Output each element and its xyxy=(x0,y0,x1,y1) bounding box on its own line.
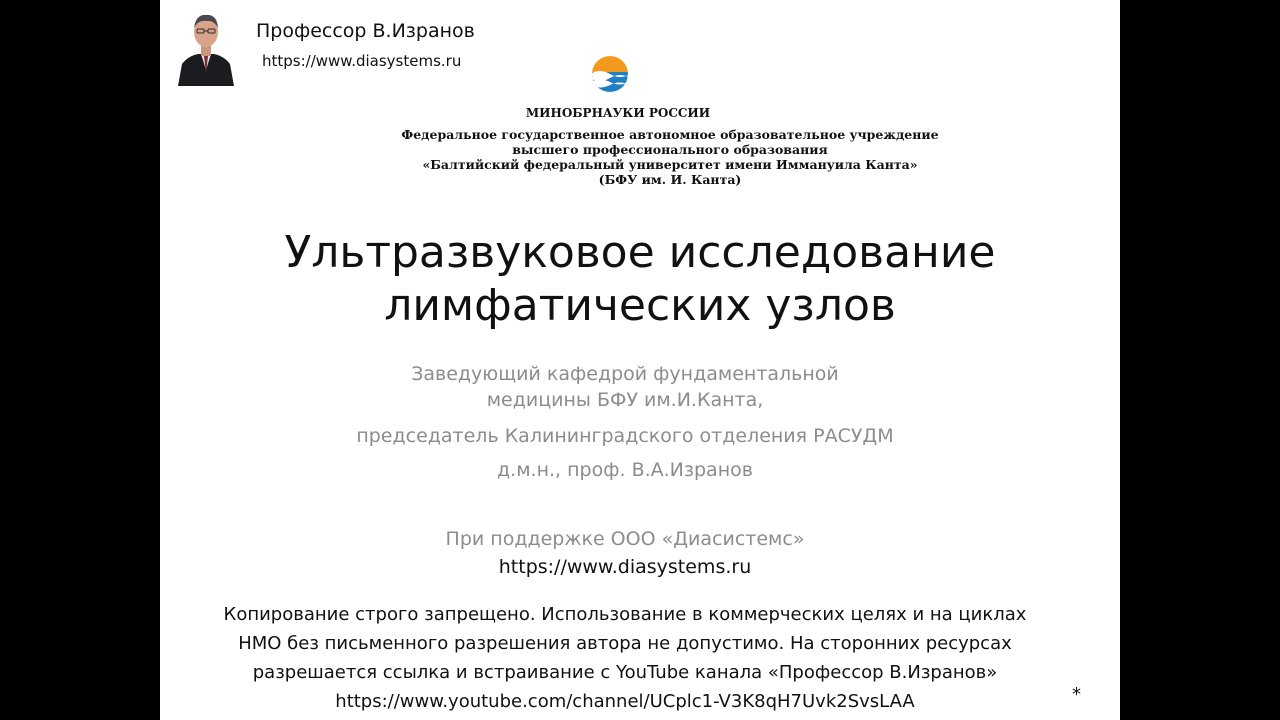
copyright-line: Копирование строго запрещено. Использование в коммерческих целях и на циклах xyxy=(223,604,1027,625)
support-text: При поддержке ООО «Диасистемс» xyxy=(445,528,805,550)
position-line: медицины БФУ им.И.Канта, xyxy=(486,389,764,411)
youtube-link[interactable]: https://www.youtube.com/channel/UCplc1-V3K8qH7Uvk2SvsLAA xyxy=(335,691,915,712)
author-position xyxy=(160,361,1090,413)
copyright-notice xyxy=(160,600,1090,716)
title-line: лимфатических узлов xyxy=(384,280,896,331)
institution-line: высшего профессионального образования xyxy=(512,142,828,157)
copyright-line: НМО без письменного разрешения автора не допустимо. На сторонних ресурсах xyxy=(238,633,1012,654)
footer-mark: * xyxy=(1072,684,1081,705)
author-website[interactable]: https://www.diasystems.ru xyxy=(262,52,462,70)
institution-line: Федеральное государственное автономное образовательное учреждение xyxy=(401,127,939,142)
author-name: Профессор В.Изранов xyxy=(256,20,475,42)
author-portrait xyxy=(174,8,238,86)
author-chair: председатель Калининградского отделения РАСУДМ xyxy=(356,425,894,447)
institution-block xyxy=(310,127,1030,187)
slide xyxy=(160,0,1120,720)
position-line: Заведующий кафедрой фундаментальной xyxy=(411,363,839,385)
slide-title xyxy=(160,226,1120,332)
ministry-name: МИНОБРНАУКИ РОССИИ xyxy=(525,106,711,120)
institution-line: «Балтийский федеральный университет имени Иммануила Канта» xyxy=(422,157,918,172)
university-logo-icon xyxy=(590,54,630,94)
institution-line: (БФУ им. И. Канта) xyxy=(598,172,742,187)
title-line: Ультразвуковое исследование xyxy=(284,227,996,278)
author-degree: д.м.н., проф. В.А.Изранов xyxy=(497,459,753,481)
copyright-line: разрешается ссылка и встраивание с YouTube канала «Профессор В.Изранов» xyxy=(252,662,998,683)
support-link[interactable]: https://www.diasystems.ru xyxy=(498,556,752,578)
